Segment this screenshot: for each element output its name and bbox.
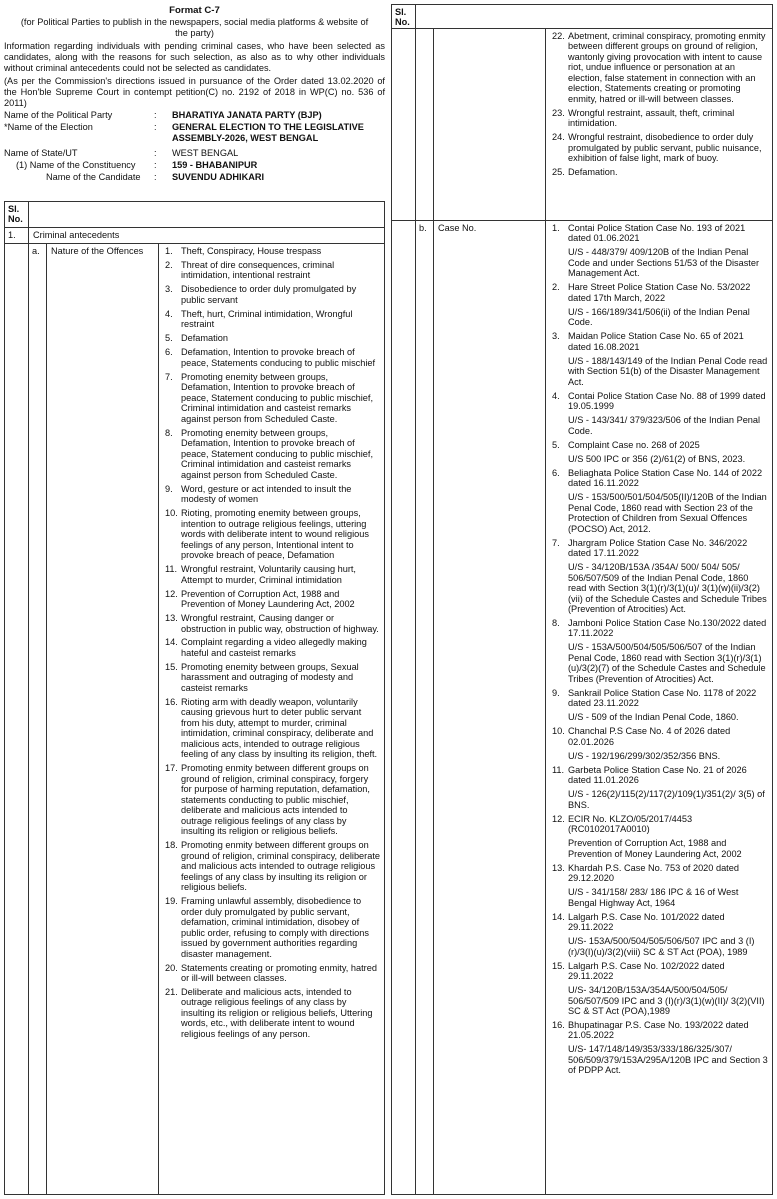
field-value: GENERAL ELECTION TO THE LEGISLATIVE ASSEMBLY-2026, WEST BENGAL (172, 121, 364, 143)
item-number: 10. (552, 726, 565, 737)
item-number: 13. (552, 862, 565, 873)
header-blank (29, 202, 384, 227)
item-number: 16. (552, 1019, 565, 1030)
case-section: U/S - 192/196/299/302/352/356 BNS. (568, 750, 721, 761)
item-text: Complaint regarding a video allegedly making hateful and casteist remarks (181, 637, 367, 658)
list-item (165, 309, 380, 330)
item-number: 7. (552, 537, 560, 548)
item-number: 4. (552, 390, 560, 401)
item-text: Prevention of Corruption Act, 1988 and Prevention of Money Laundering Act, 2002 (181, 588, 355, 610)
field-value: SUVENDU ADHIKARI (172, 171, 265, 182)
item-text: Beliaghata Police Station Case No. 144 of 2022 dated 16.11.2022 (568, 467, 763, 489)
colon: : (154, 147, 157, 158)
case-section: U/S- 153A/500/504/505/506/507 IPC and 3 (I)(r)/3(I)(u)/3(2)(viii) SC & ST Act (POA), 1989 (568, 936, 755, 957)
list-item (165, 333, 380, 343)
item-number: 11. (165, 564, 178, 575)
row-case-no (392, 221, 772, 1194)
item-number: 16. (165, 696, 178, 707)
table-header-row (392, 5, 772, 29)
field-value: WEST BENGAL (172, 147, 239, 158)
order-paragraph: (As per the Commission's directions issued in pursuance of the Order dated 13.02.2020 of the Hon'ble Supreme Court in contempt petition(C) no. 2192 of 2018 in WP(C) no. 536 of 2011) (4, 75, 385, 108)
item-number: 2. (552, 282, 560, 293)
list-item (552, 331, 768, 352)
list-item (552, 863, 768, 884)
item-text: Word, gesture or act intended to insult the modesty of women (181, 483, 352, 505)
list-item (552, 1020, 768, 1041)
item-text: Wrongful restraint, disobedience to order duly promulgated by public servant, public nuisance, exhibition of false light, mark of buoy. (568, 132, 762, 164)
sl-no-header: Sl. No. (5, 202, 29, 227)
case-section: U/S - 153A/500/504/505/506/507 of the Indian Penal Code, 1860 read with Section 3(1)(r)/3(1)(u)/3(2)(7) of the Schedule Castes and Schedule Tribes (Prevention of Atrocities) Act. (568, 642, 766, 684)
field-label: Name of the Political Party (4, 109, 113, 120)
item-number: 15. (165, 661, 178, 672)
item-number: 8. (165, 427, 173, 438)
item-text: ECIR No. KLZO/05/2017/4453 (RC0102017A0010) (568, 813, 693, 835)
item-number: 22. (552, 31, 565, 41)
item-text: Threat of dire consequences, criminal intimidation, intentional restraint (181, 259, 335, 281)
list-item (552, 688, 768, 709)
list-item (552, 618, 768, 639)
item-number: 9. (165, 483, 173, 494)
item-text: Jamboni Police Station Case No.130/2022 dated 17.11.2022 (568, 617, 767, 639)
blank-cell (434, 29, 546, 220)
list-item (165, 372, 380, 424)
list-item (552, 167, 768, 177)
item-number: 2. (165, 259, 173, 270)
field-value: BHARATIYA JANATA PARTY (BJP) (172, 109, 322, 120)
case-section: U/S - 126(2)/115(2)/117(2)/109(1)/351(2)/ 3(5) of BNS. (568, 789, 765, 810)
item-text: Garbeta Police Station Case No. 21 of 2026 dated 11.01.2026 (568, 764, 747, 786)
blank-cell (416, 29, 434, 220)
right-column (391, 4, 773, 1195)
item-text: Complaint Case no. 268 of 2025 (568, 439, 700, 450)
left-column (4, 4, 385, 1195)
item-number: 7. (165, 371, 173, 382)
cases-list (546, 221, 772, 1194)
item-number: 18. (165, 840, 178, 851)
item-number: 10. (165, 508, 178, 519)
row-number: 1. (5, 228, 29, 243)
list-item (165, 260, 380, 281)
item-number: 25. (552, 167, 565, 178)
colon: : (154, 171, 157, 182)
field-label: Name of State/UT (4, 147, 78, 158)
item-number: 8. (552, 617, 560, 628)
row-letter: b. (416, 221, 434, 1194)
case-section: Prevention of Corruption Act, 1988 and Prevention of Money Laundering Act, 2002 (568, 838, 742, 859)
row-label: Criminal antecedents (33, 230, 120, 240)
list-item (165, 284, 380, 305)
field-party (4, 110, 385, 121)
list-item (165, 484, 380, 505)
item-text: Contai Police Station Case No. 88 of 1999 dated 19.05.1999 (568, 390, 766, 412)
list-item (552, 765, 768, 786)
field-constituency (4, 160, 385, 171)
item-text: Lalgarh P.S. Case No. 101/2022 dated 29.11.2022 (568, 911, 725, 933)
case-section: U/S- 34/120B/153A/354A/500/504/505/ 506/507/509 IPC and 3 (I)(r)/3(1)(w)(II)/ 3(2)(VII) SC & ST Act (POA),1989 (568, 985, 765, 1016)
form-subtitle: (for Political Parties to publish in the newspapers, social media platforms & website of the party) (20, 16, 369, 38)
list-item (552, 726, 768, 747)
item-number: 11. (552, 764, 565, 775)
antecedents-table (4, 201, 385, 1195)
item-number: 5. (552, 439, 560, 450)
case-section: U/S - 153/500/501/504/505(II)/120B of the Indian Penal Code, 1860 read with Section 23 of the Protection of Children from Sexual Offences (POCSO) Act, 2012. (568, 492, 767, 534)
offences-list-continued (546, 29, 772, 220)
item-number: 15. (552, 960, 565, 971)
item-number: 13. (165, 613, 178, 624)
list-item (165, 662, 380, 693)
blank-cell (5, 244, 29, 1194)
item-number: 23. (552, 107, 565, 118)
item-number: 17. (165, 763, 178, 774)
list-item (165, 697, 380, 760)
item-text: Statements creating or promoting enmity, hatred or ill-will between classes. (181, 962, 377, 984)
item-number: 1. (552, 223, 560, 233)
list-item (552, 132, 768, 163)
list-item (552, 31, 768, 104)
list-item (552, 468, 768, 489)
item-number: 14. (552, 911, 565, 922)
list-item (165, 589, 380, 610)
list-item (165, 987, 380, 1039)
list-item (552, 282, 768, 303)
colon: : (154, 109, 157, 120)
item-text: Jhargram Police Station Case No. 346/2022 dated 17.11.2022 (568, 537, 748, 559)
item-number: 4. (165, 308, 173, 319)
item-text: Defamation (181, 333, 228, 344)
item-text: Hare Street Police Station Case No. 53/2022 dated 17th March, 2022 (568, 282, 751, 303)
sl-no-header: Sl. No. (392, 5, 416, 28)
item-number: 3. (165, 284, 173, 295)
item-number: 5. (165, 333, 173, 344)
case-section: U/S - 188/143/149 of the Indian Penal Code read with Section 51(b) of the Disaster Management Act. (568, 355, 768, 387)
list-item (165, 840, 380, 892)
list-item (165, 763, 380, 836)
info-paragraph: Information regarding individuals with pending criminal cases, who have been selected as candidates, along with the reasons for such selection, as also as to why other individuals without criminal antecedents could not be selected as candidates. (4, 40, 385, 73)
item-text: Khardah P.S. Case No. 753 of 2020 dated 29.12.2020 (568, 862, 739, 884)
item-number: 3. (552, 331, 560, 342)
item-text: Framing unlawful assembly, disobedience to order duly promulgated by public servant, defamation, criminal intimidation, disobey of public order, refusing to comply with directions issued by government authorities regarding disaster management. (181, 896, 369, 959)
item-number: 12. (552, 813, 565, 824)
list-item (552, 108, 768, 129)
field-label: (1) Name of the Constituency (16, 159, 136, 170)
item-text: Rioting arm with deadly weapon, voluntarily causing grievous hurt to deter public servant from his duty, attempt to murder, criminal intimidation, criminal conspiracy, deliberate and malicious acts, intended to outrage religious feeling of any class by insulting its religion, theft. (181, 696, 378, 760)
case-section: U/S - 166/189/341/506(ii) of the Indian Penal Code. (568, 306, 750, 328)
list-item (552, 912, 768, 933)
item-text: Theft, hurt, Criminal intimidation, Wrongful restraint (181, 308, 353, 330)
list-item (552, 814, 768, 835)
form-title: Format C-7 (169, 5, 220, 16)
case-section: U/S - 448/379/ 409/120B of the Indian Penal Code and under Sections 51/53 of the Disaster Management Act. (568, 247, 760, 279)
item-number: 9. (552, 687, 560, 698)
item-text: Promoting enemity between groups, Defamation, Intention to provoke breach of peace, Statement conducing to public mischief, Criminal intimidation and casteist remarks against person from Scheduled Caste. (181, 427, 374, 480)
item-number: 6. (165, 347, 173, 358)
list-item (552, 440, 768, 450)
colon: : (154, 159, 157, 170)
item-text: Defamation. (568, 167, 618, 178)
item-number: 24. (552, 132, 565, 143)
item-text: Lalgarh P.S. Case No. 102/2022 dated 29.11.2022 (568, 960, 725, 982)
offences-list (159, 244, 384, 1194)
table-header-row (5, 202, 384, 228)
item-number: 1. (165, 246, 173, 256)
list-item (552, 961, 768, 982)
item-text: Wrongful restraint, assault, theft, criminal intimidation. (568, 107, 735, 129)
fields-block (4, 110, 385, 183)
item-text: Promoting enmity between different groups on ground of religion, criminal conspiracy, forgery for purpose of harming reputation, defamation, statements conducting to public mischief, deliberate and malicious acts intended to outrage religious feelings of any class by insulting its religion or religious beliefs. (181, 763, 370, 837)
colon: : (154, 121, 157, 132)
field-candidate (4, 172, 385, 183)
item-text: Wrongful restraint, Causing danger or obstruction in public way, obstruction of highway. (181, 613, 379, 634)
list-item (165, 428, 380, 480)
list-item (552, 223, 768, 244)
list-item (165, 613, 380, 634)
row-letter: a. (29, 244, 47, 1194)
field-label: Name of the Candidate (46, 171, 141, 182)
list-item (165, 896, 380, 959)
item-text: Promoting enemity between groups, Sexual harassment and outraging of modesty and casteist remarks (181, 661, 359, 693)
item-text: Rioting, promoting enemity between groups, intention to outrage religious feelings, uttering words with deliberate intent to wound religious feelings of any person, Intentional intent to provoke breach of peace, Defamation (181, 508, 369, 561)
case-section: U/S - 509 of the Indian Penal Code, 1860. (568, 712, 739, 723)
item-number: 20. (165, 962, 178, 973)
list-item (165, 564, 380, 585)
field-election (4, 122, 385, 144)
case-section: U/S - 143/341/ 379/323/506 of the Indian Penal Code. (568, 415, 761, 436)
item-text: Promoting enmity between different groups on ground of religion, criminal conspiracy, deliberate and malicious acts intended to outrage religious feelings of any class by insulting its religion or religious beliefs. (181, 840, 380, 893)
item-text: Wrongful restraint, Voluntarily causing hurt, Attempt to murder, Criminal intimidation (181, 564, 356, 585)
item-text: Chanchal P.S Case No. 4 of 2026 dated 02.01.2026 (568, 726, 731, 747)
list-item (552, 538, 768, 559)
blank-cell (392, 221, 416, 1194)
blank-cell (392, 29, 416, 220)
list-item (165, 246, 380, 256)
list-item (165, 347, 380, 368)
row-nature-offences (5, 244, 384, 1194)
item-number: 6. (552, 467, 560, 478)
row-offences-continued (392, 29, 772, 221)
item-text: Defamation, Intention to provoke breach of peace, Statements conducing to public mischief (181, 347, 376, 368)
case-section: U/S - 34/120B/153A /354A/ 500/ 504/ 505/ 506/507/509 of the Indian Penal Code, 1860 read with Section 3(1)(r)/3(1)(u)/ 3(1)(w)(ii)/3(2)(vii) of the Schedule Castes and Schedule Tribes (Prevention of Atrocities) Act. (568, 562, 767, 614)
item-text: Abetment, criminal conspiracy, promoting enmity between different groups on ground of religion, wantonly giving provocation with intent to cause riot, undue influence or personation at an election, false statement in connection with an election, Statements creating or promoting enmity, hatred or ill-will between classes. (568, 31, 766, 104)
row-criminal-antecedents (5, 228, 384, 244)
case-section: U/S - 341/158/ 283/ 186 IPC & 16 of West Bengal Highway Act, 1964 (568, 887, 739, 908)
item-text: Theft, Conspiracy, House trespass (181, 246, 322, 256)
item-number: 12. (165, 588, 178, 599)
item-number: 19. (165, 896, 178, 907)
item-number: 14. (165, 637, 178, 648)
row-label: Case No. (434, 221, 546, 1194)
item-text: Contai Police Station Case No. 193 of 2021 dated 01.06.2021 (568, 223, 746, 244)
item-text: Sankrail Police Station Case No. 1178 of 2022 dated 23.11.2022 (568, 687, 757, 709)
list-item (165, 637, 380, 658)
list-item (552, 391, 768, 412)
item-text: Maidan Police Station Case No. 65 of 2021 dated 16.08.2021 (568, 331, 744, 352)
item-text: Deliberate and malicious acts, intended to outrage religious feelings of any class by insulting its religion or religious beliefs, Uttering words, etc., with deliberate intent to wound religious feelings of any person. (181, 987, 373, 1039)
list-item (165, 963, 380, 984)
item-number: 21. (165, 987, 178, 997)
list-item (165, 508, 380, 560)
case-section: U/S- 147/148/149/353/333/186/325/307/ 506/509/379/153A/295A/120B IPC and Section 3 of PDPP Act. (568, 1044, 768, 1076)
header-blank (416, 5, 772, 28)
item-text: Promoting enemity between groups, Defamation, Intention to provoke breach of peace, Statement conducing to public mischief, Criminal intimidation and casteist remarks against person from Scheduled Caste. (181, 371, 374, 424)
case-section: U/S 500 IPC or 356 (2)/61(2) of BNS, 2023. (568, 453, 746, 464)
item-text: Bhupatinagar P.S. Case No. 193/2022 dated 21.05.2022 (568, 1019, 749, 1041)
field-label: *Name of the Election (4, 121, 93, 132)
field-value: 159 - BHABANIPUR (172, 159, 258, 170)
item-text: Disobedience to order duly promulgated by public servant (181, 284, 357, 305)
field-state (4, 148, 385, 159)
row-label: Nature of the Offences (47, 244, 159, 1194)
